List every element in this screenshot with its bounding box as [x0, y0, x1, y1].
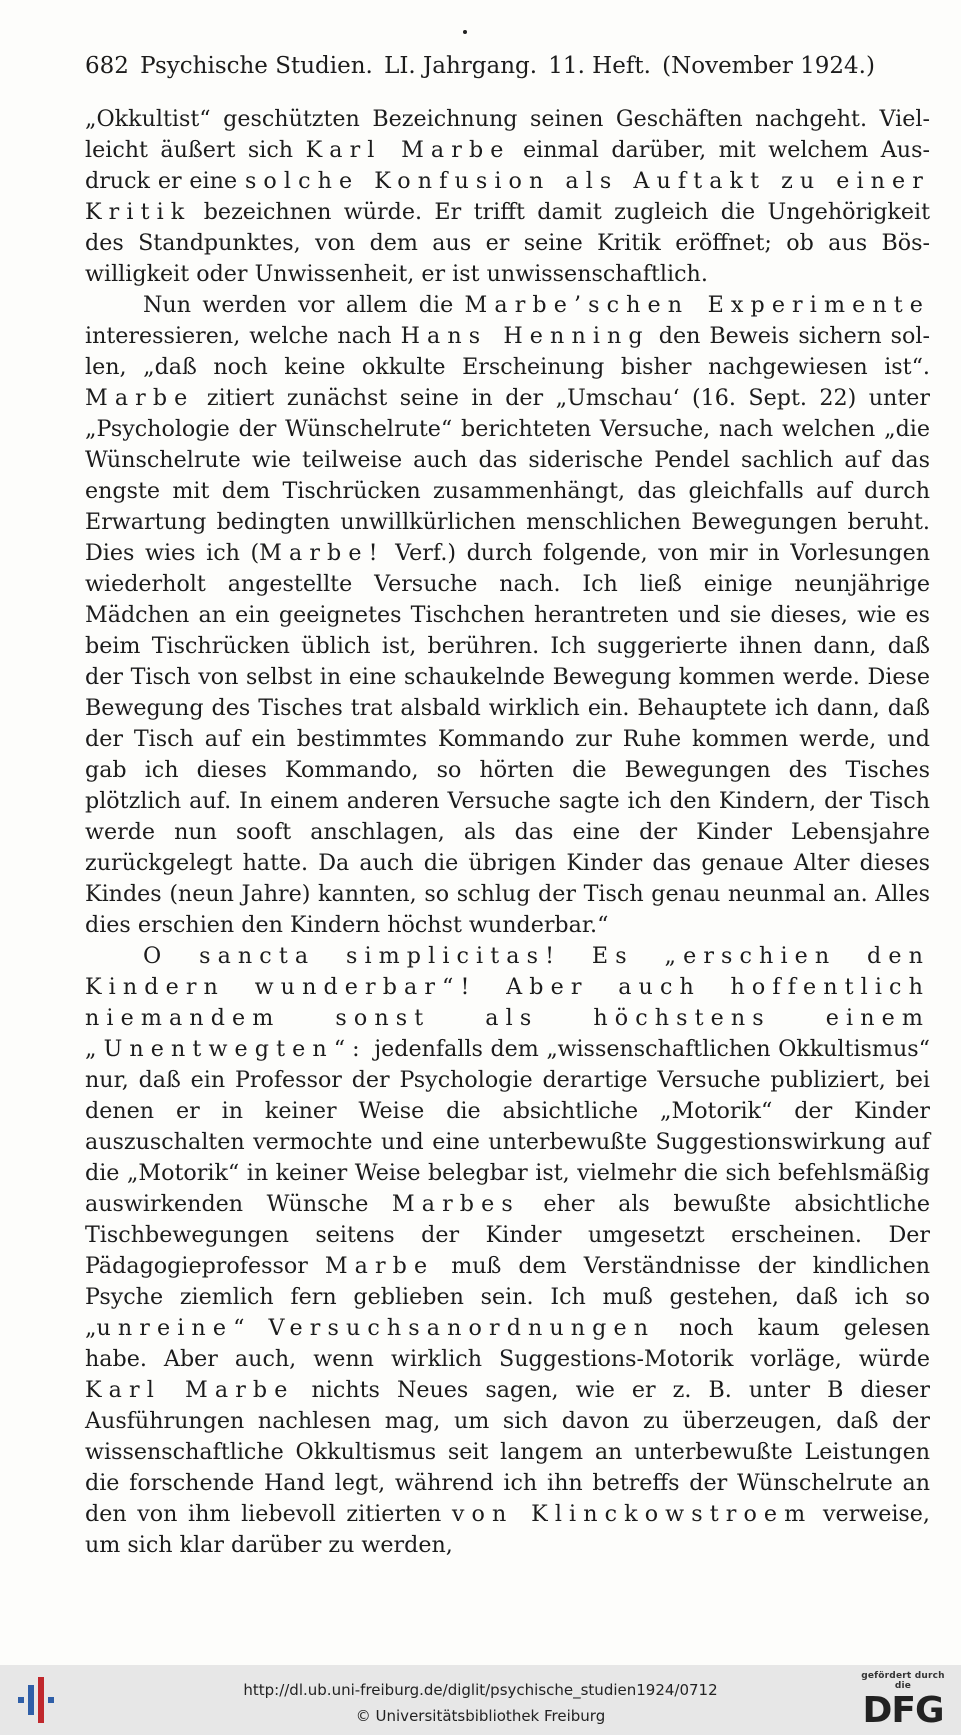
- spaced-emphasis: von Klinckowstroem: [451, 1501, 813, 1527]
- spaced-emphasis: Hans Henning: [400, 323, 650, 349]
- spaced-emphasis: Marbe!: [259, 540, 385, 566]
- text-run: „Okkultist“ geschützten Bezeichnung seinen Geschäften nachgeht. Vielleicht äußert sich: [85, 106, 930, 163]
- running-header: [85, 50, 875, 82]
- text-run: noch kaum gelesen habe. Aber auch, wenn wirklich Suggestions-Motorik vorläge, würde: [85, 1315, 931, 1372]
- text-run: zitiert zunächst seine in der „Umschau‘ (16. Sept. 22) unter „Psychologie der Wünschelrute“ berichteten Versuche, nach welchen „die Wünschelrute wie teilweise auch das siderische Pendel sachlich auf das engste mit dem Tischrücken zusammenhängt, das gleichfalls auf durch Erwartung bedingten unwillkürlichen menschlichen Bewegungen beruht. Dies wies ich (: [85, 385, 930, 566]
- spaced-emphasis: O sancta simplicitas! Es „erschien den Kindern wunderbar“! Aber auch hoffentlich niemandem sonst als höchstens einem „Unentwegten“:: [85, 943, 930, 1062]
- text-run: verweise, um sich klar darüber zu werden,: [85, 1501, 930, 1558]
- spaced-emphasis: Marbe: [85, 385, 195, 411]
- text-run: jedenfalls dem „wissenschaftlichen Okkultismus“ nur, daß ein Professor der Psychologie derartige Versuche publiziert, bei denen er in keiner Weise die absichtliche „Motorik“ der Kinder auszuschalten vermochte und eine unterbewußte Suggestionswirkung auf die „Motorik“ in keiner Weise belegbar ist, vielmehr die sich befehlsmäßig auswirkenden Wünsche: [85, 1036, 930, 1217]
- spaced-emphasis: Marbes: [391, 1191, 520, 1217]
- text-run: “: [233, 1315, 269, 1341]
- source-url[interactable]: http://dl.ub.uni-freiburg.de/diglit/psychische_studien1924/0712: [243, 1681, 718, 1699]
- print-speck: [463, 30, 467, 34]
- spaced-emphasis: Marbe’schen Experimente: [464, 292, 930, 318]
- copyright-notice: © Universitätsbibliothek Freiburg: [355, 1707, 606, 1725]
- text-run: bezeichnen würde. Er trifft damit zugleich die Ungehörigkeit des Standpunktes, von dem aus er seine Kritik eröffnet; ob aus Böswilligkeit oder Unwissenheit, er ist unwissenschaftlich.: [85, 199, 930, 287]
- dfg-wordmark: DFG: [862, 1690, 944, 1731]
- paragraph: [85, 941, 930, 1561]
- dfg-logo: [853, 1671, 953, 1731]
- paragraph: [85, 290, 930, 941]
- page-number: 682: [85, 53, 129, 79]
- text-run: Verf.) durch folgende, von mir in Vorlesungen wiederholt angestellte Versuche nach. Ich ließ einige neunjährige Mädchen an ein geeignetes Tischchen herantreten und sie dieses, wie es beim Tischrücken üblich ist, berühren. Ich suggerierte ihnen dann, daß der Tisch von selbst in eine schaukelnde Bewegung kommen werde. Diese Bewegung des Tisches trat alsbald wirklich ein. Behauptete ich dann, daß der Tisch auf ein bestimmtes Kommando zur Ruhe kommen werde, und gab ich dieses Kommando, so hörten die Bewegungen des Tisches plötzlich auf. In einem anderen Versuche sagte ich den Kindern, der Tisch werde nun sooft anschlagen, als das eine der Kinder Lebensjahre zurückgelegt hatte. Da auch die übrigen Kinder das genaue Alter dieses Kindes (neun Jahre) kannten, so schlug der Tisch genau neunmal an. Alles dies erschien den Kindern höchst wunderbar.“: [85, 540, 930, 938]
- issue-label: 11. Heft.: [548, 53, 651, 79]
- spaced-emphasis: unreine: [96, 1315, 234, 1341]
- text-run: nichts Neues sagen, wie er z. B. unter B dieser Ausführungen nachlesen mag, um sich davon zu überzeugen, daß der wissenschaftliche Okkultismus seit langem an unterbewußte Leistungen die forschende Hand legt, während ich ihn betreffs der Wünschelrute an den von ihm liebevoll zitierten: [85, 1377, 930, 1527]
- text-run: muß dem Verständnisse der kindlichen Psyche ziemlich fern geblieben sein. Ich muß gestehen, daß ich so „: [85, 1253, 930, 1341]
- spaced-emphasis: Karl Marbe: [85, 1377, 295, 1403]
- text-run: eher als bewußte absichtliche Tischbewegungen seitens der Kinder umgesetzt erscheinen. Der Pädagogieprofessor: [85, 1191, 930, 1279]
- text-run: den Beweis sichern sollen, „daß noch keine okkulte Erscheinung bisher nachgewiesen ist“.: [85, 323, 930, 380]
- dfg-tagline: gefördert durch die: [861, 1671, 945, 1691]
- journal-title: Psychische Studien.: [140, 53, 373, 79]
- paragraph: [85, 104, 930, 290]
- spaced-emphasis: solche Konfusion als Auftakt zu einer Kritik: [85, 168, 931, 225]
- spaced-emphasis: Versuchsanordnungen: [268, 1315, 656, 1341]
- spaced-emphasis: Karl Marbe: [305, 137, 511, 163]
- spaced-emphasis: Marbe: [324, 1253, 435, 1279]
- body-text: [85, 104, 930, 1561]
- text-run: einmal darüber, mit welchem Ausdruck er eine: [85, 137, 930, 194]
- footer-bar: [0, 1665, 961, 1735]
- text-run: Nun werden vor allem die: [143, 292, 465, 318]
- volume-label: LI. Jahrgang.: [384, 53, 538, 79]
- text-run: interessieren, welche nach: [85, 323, 401, 349]
- issue-date: (November 1924.): [662, 53, 875, 79]
